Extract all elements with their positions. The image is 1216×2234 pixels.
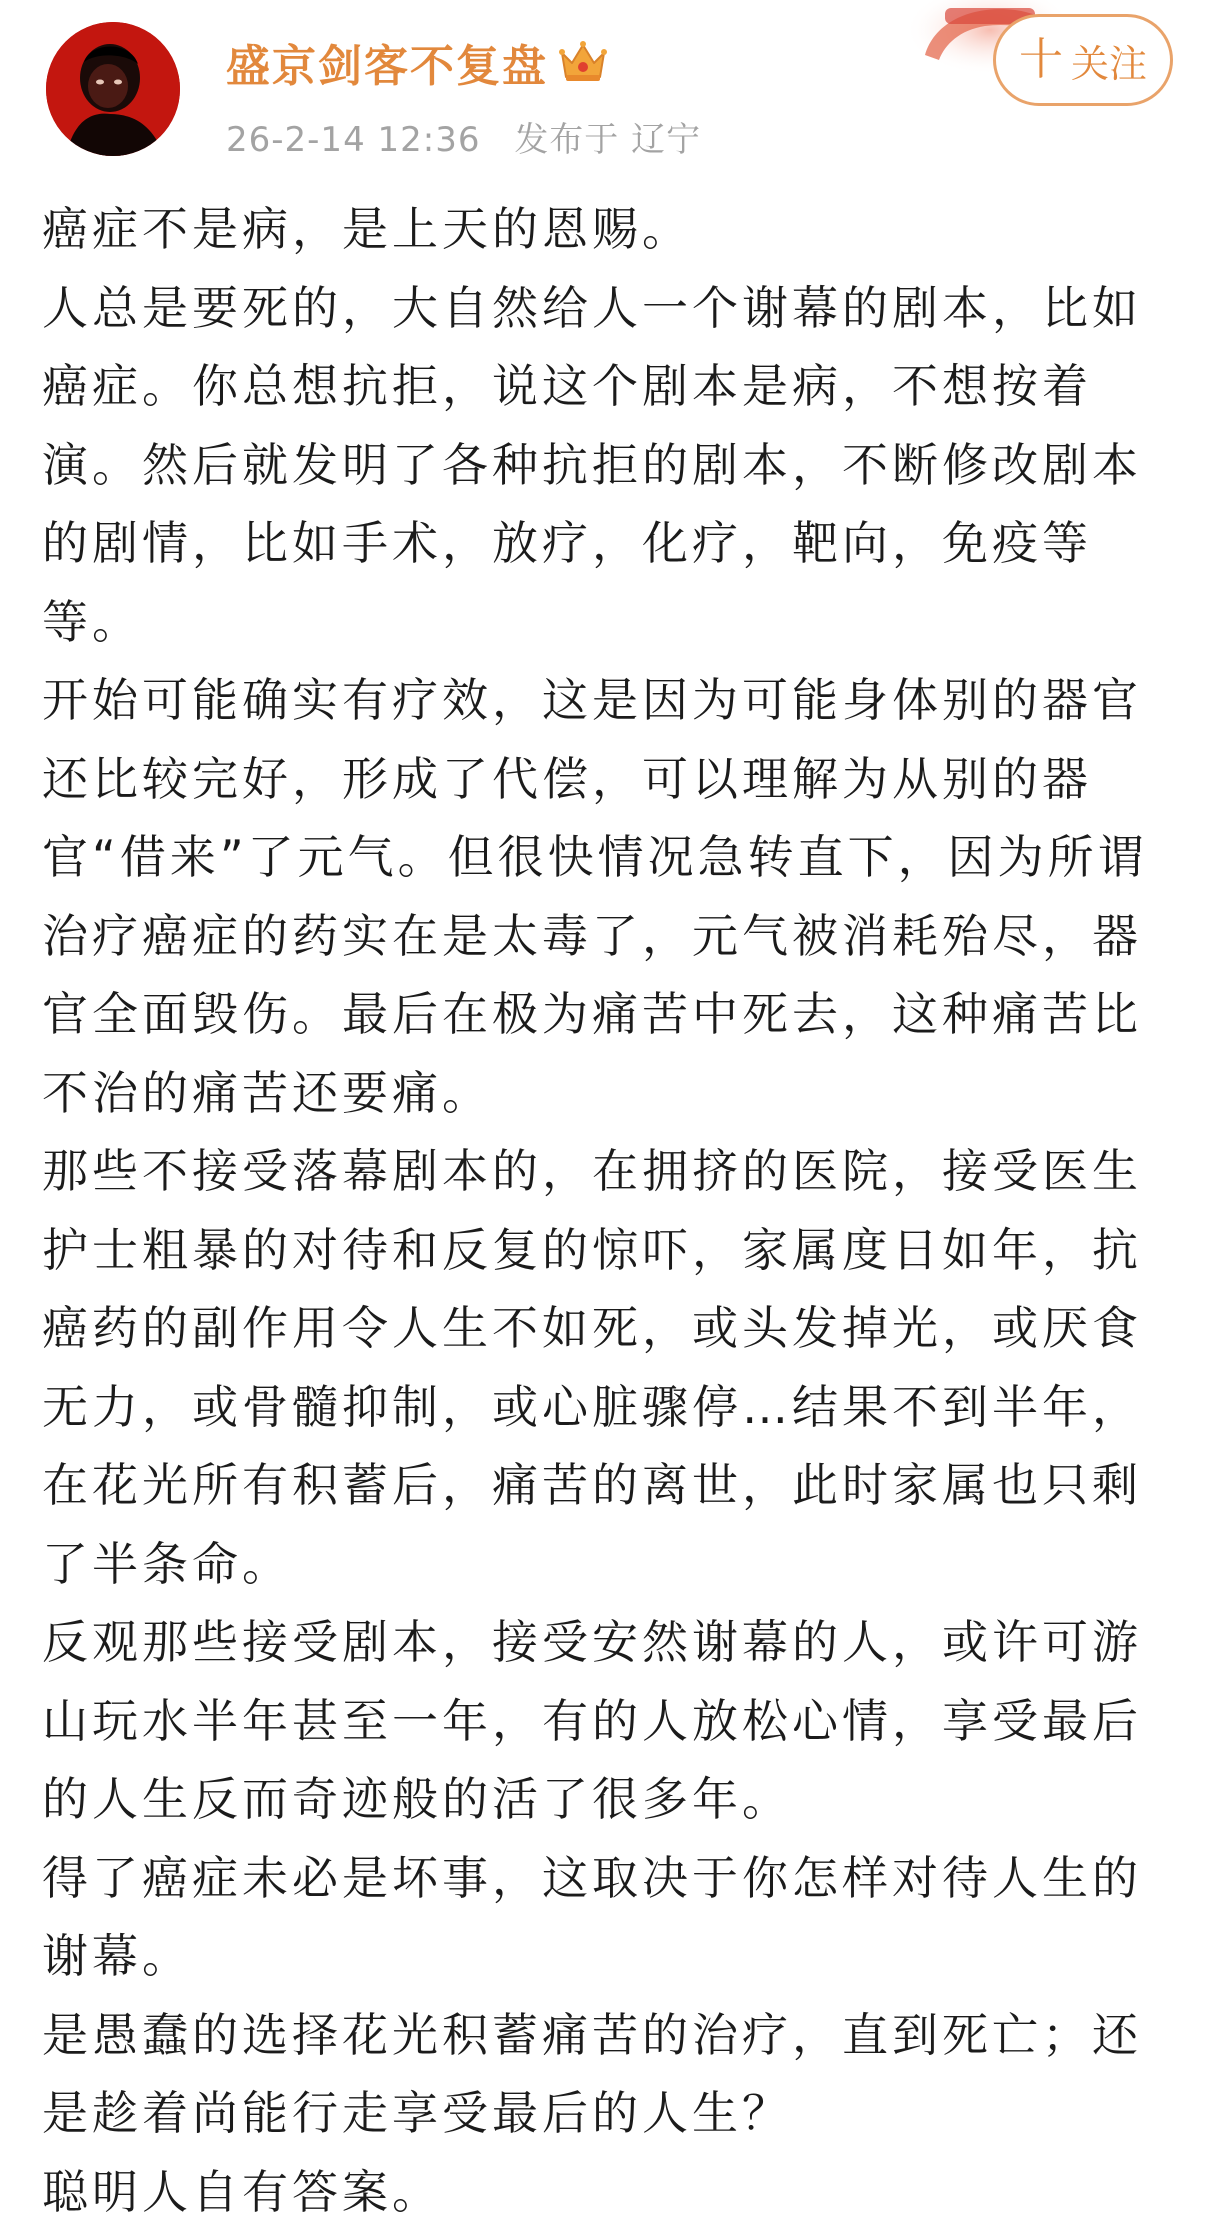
username-row [226, 30, 608, 94]
avatar-portrait-icon [46, 22, 180, 156]
post-paragraph: 聪明人自有答案。 [42, 2164, 442, 2219]
post-content [42, 190, 1182, 2231]
avatar[interactable] [46, 22, 180, 156]
post-paragraph: 癌症不是病，是上天的恩赐。 [42, 202, 692, 256]
post-paragraph: 反观那些接受剧本，接受安然谢幕的人，或许可游山玩水半年甚至一年，有的人放松心情，享受最后的人生反而奇迹般的活了很多年。 [42, 1615, 1142, 1826]
crown-icon [558, 39, 608, 85]
post-paragraph: 人总是要死的，大自然给人一个谢幕的剧本，比如癌症。你总想抗拒，说这个剧本是病，不想按着演。然后就发明了各种抗拒的剧本，不断修改剧本的剧情，比如手术，放疗，化疗，靶向，免疫等等。 [42, 280, 1142, 649]
post-paragraph: 开始可能确实有疗效，这是因为可能身体别的器官还比较完好，形成了代偿，可以理解为从别的器官“借来”了元气。但很快情况急转直下，因为所谓治疗癌症的药实在是太毒了，元气被消耗殆尽，器官全面毁伤。最后在极为痛苦中死去，这种痛苦比不治的痛苦还要痛。 [42, 673, 1148, 1120]
post-header [0, 0, 1216, 180]
post-location: 发布于 辽宁 [514, 120, 702, 160]
plus-icon: 十 [1018, 34, 1063, 85]
username[interactable]: 盛京剑客不复盘 [226, 41, 548, 92]
post-paragraph: 得了癌症未必是坏事，这取决于你怎样对待人生的谢幕。 [42, 1850, 1142, 1983]
follow-button-label: 关注 [1070, 41, 1147, 86]
post-meta [226, 112, 723, 161]
post-paragraph: 是愚蠢的选择花光积蓄痛苦的治疗，直到死亡；还是趁着尚能行走享受最后的人生？ [42, 2007, 1142, 2140]
post-paragraph: 那些不接受落幕剧本的，在拥挤的医院，接受医生护士粗暴的对待和反复的惊吓，家属度日如年，抗癌药的副作用令人生不如死，或头发掉光，或厌食无力，或骨髓抑制，或心脏骤停…结果不到半年，在花光所有积蓄后，痛苦的离世，此时家属也只剩了半条命。 [42, 1144, 1142, 1591]
follow-button[interactable] [993, 14, 1173, 106]
post-timestamp: 26-2-14 12:36 [226, 120, 481, 160]
